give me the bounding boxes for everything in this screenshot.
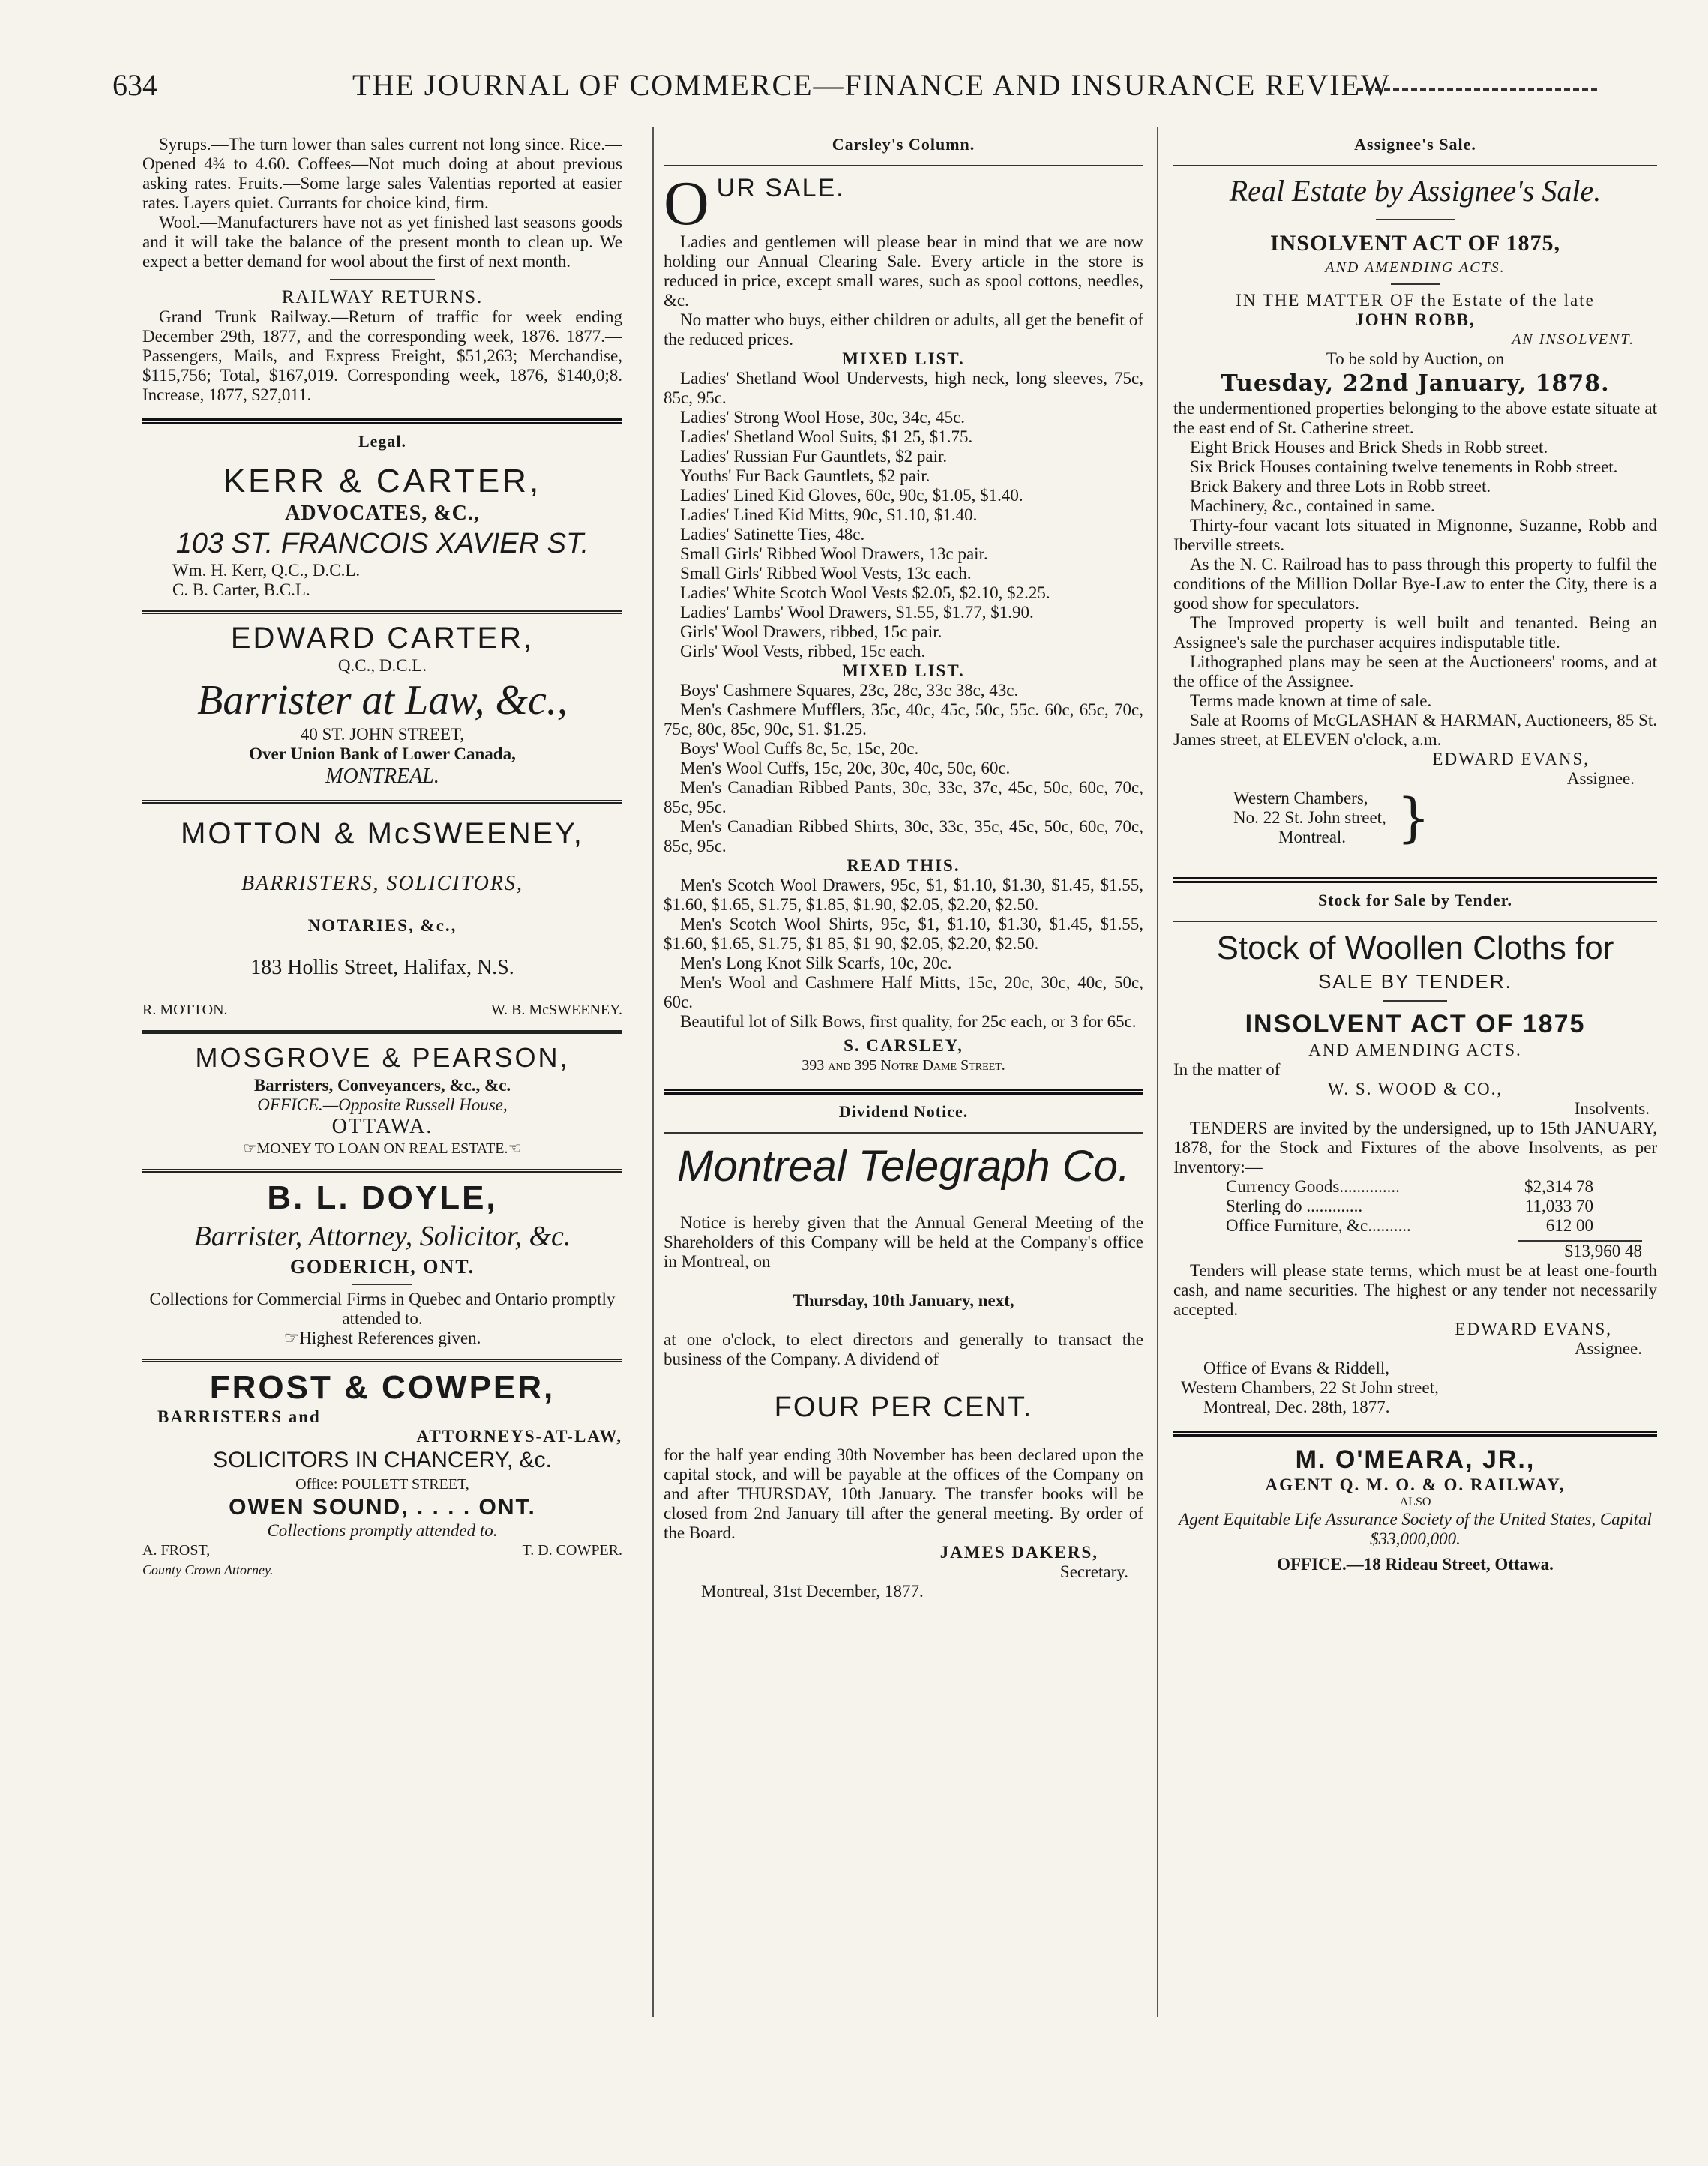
insolvent-act-2-sub: AND AMENDING ACTS. <box>1308 1041 1522 1059</box>
list-item: Ladies' Lined Kid Gloves, 60c, 90c, $1.05, $1.40. <box>680 486 1023 505</box>
motton-address: 183 Hollis Street, Halifax, N.S. <box>250 956 514 979</box>
omeara-name: M. O'MEARA, JR., <box>1295 1445 1536 1474</box>
stock-title: Stock of Woollen Cloths for <box>1216 930 1614 966</box>
doyle-collections: Collections for Commercial Firms in Quebec and Ontario promptly attended to. <box>149 1290 616 1328</box>
assignee-title: Real Estate by Assignee's Sale. <box>1229 174 1602 208</box>
inventory-row <box>1173 1216 1657 1236</box>
auction-notice: To be sold by Auction, on <box>1326 349 1505 368</box>
list-item: Men's Scotch Wool Drawers, 95c, $1, $1.10, $1.30, $1.45, $1.55, $1.60, $1.65, $1.75, $1.85, $1.90, $2.05, $2.20, $2.50. <box>664 876 1143 914</box>
divider <box>142 1359 622 1362</box>
assignee-heading: Assignee's Sale. <box>1354 135 1476 154</box>
office-2: Western Chambers, 22 St John street, <box>1181 1378 1439 1397</box>
list-item: Men's Wool Cuffs, 15c, 20c, 30c, 40c, 50c, 60c. <box>680 759 1011 777</box>
stock-heading: Stock for Sale by Tender. <box>1317 891 1513 909</box>
list-item: Ladies' Strong Wool Hose, 30c, 34c, 45c. <box>680 408 966 427</box>
omeara-agent: Agent Equitable Life Assurance Society of the United States, Capital $33,000,000. <box>1179 1510 1652 1548</box>
divider <box>330 279 435 280</box>
column-divider-2 <box>1157 127 1158 2017</box>
list-item: Beautiful lot of Silk Bows, first quality, for 25c each, or 3 for 65c. <box>680 1012 1137 1031</box>
wood-name: W. S. WOOD & CO., <box>1327 1080 1503 1098</box>
column-3 <box>1173 135 1657 2159</box>
stock-sub: SALE BY TENDER. <box>1318 970 1512 993</box>
drop-cap: O <box>664 172 709 232</box>
divider <box>352 1284 412 1285</box>
divider <box>142 418 622 424</box>
assignee-address-3: Montreal. <box>1278 828 1347 846</box>
assignee-role: Assignee. <box>1566 769 1635 788</box>
dividend-para-1: Notice is hereby given that the Annual General Meeting of the Shareholders of this Company will be held at the Company's office in Montreal, on <box>664 1213 1143 1271</box>
list-item: Ladies' Satinette Ties, 48c. <box>680 525 865 544</box>
matter-of: In the matter of <box>1173 1060 1281 1079</box>
header-rule <box>1357 88 1597 91</box>
frost-cowper-name: FROST & COWPER, <box>209 1369 556 1406</box>
mosgrove-city: OTTAWA. <box>331 1115 433 1138</box>
property-5: Machinery, &c., contained in same. <box>1190 496 1435 515</box>
assignee-address-2: No. 22 St. John street, <box>1233 808 1386 827</box>
dividend-para-2: at one o'clock, to elect directors and generally to transact the business of the Company. A dividend of <box>664 1330 1143 1368</box>
divider <box>664 1089 1143 1095</box>
edward-carter-name: EDWARD CARTER, <box>230 622 535 655</box>
doyle-city: GODERICH, ONT. <box>289 1256 475 1278</box>
estate-insolvent: AN INSOLVENT. <box>1512 331 1635 348</box>
divider <box>1173 1431 1657 1437</box>
list-item: Men's Long Knot Silk Scarfs, 10c, 20c. <box>680 954 952 972</box>
railway-text: Grand Trunk Railway.—Return of traffic for week ending December 29th, 1877, and the corresponding week, 1876. 1877.—Passengers, Mails, and Express Freight, $51,263; Merchandise, $115,756; Total, $167,019. Corresponding week, 1876, $140,0;8. Increase, 1877, $27,011. <box>142 307 622 404</box>
motton-partners <box>142 1000 622 1020</box>
inventory-table <box>1173 1177 1657 1236</box>
wood-insolvents: Insolvents. <box>1574 1099 1650 1118</box>
divider <box>142 1169 622 1173</box>
list-item: Men's Canadian Ribbed Pants, 30c, 33c, 37c, 45c, 50c, 60c, 70c, 85c, 95c. <box>664 778 1143 816</box>
divider <box>1173 877 1657 883</box>
property-3: Six Brick Houses containing twelve tenements in Robb street. <box>1190 457 1618 476</box>
frost-partner-2: T. D. COWPER. <box>522 1542 622 1559</box>
estate-name: JOHN ROBB, <box>1355 310 1476 329</box>
kerr-carter-name: KERR & CARTER, <box>223 463 542 499</box>
auction-date: Tuesday, 22nd January, 1878. <box>1221 370 1610 397</box>
mosgrove-money: ☞MONEY TO LOAN ON REAL ESTATE.☜ <box>243 1140 522 1157</box>
office-1: Office of Evans & Riddell, <box>1203 1359 1390 1377</box>
inventory-label: Sterling do ............. <box>1226 1197 1363 1215</box>
motton-partner-2: W. B. McSWEENEY. <box>491 1002 622 1018</box>
kerr-carter-sub: ADVOCATES, &C., <box>285 502 480 525</box>
inventory-row <box>1173 1197 1657 1216</box>
motton-partner-1: R. MOTTON. <box>142 1002 228 1018</box>
divider <box>664 165 1143 166</box>
mosgrove-office: OFFICE.—Opposite Russell House, <box>257 1095 508 1114</box>
kerr-carter-address: 103 ST. FRANCOIS XAVIER ST. <box>175 528 589 559</box>
frost-partner-role: County Crown Attorney. <box>142 1562 274 1577</box>
list-item: Ladies' Russian Fur Gauntlets, $2 pair. <box>680 447 948 466</box>
wood-signature: EDWARD EVANS, <box>1455 1320 1612 1338</box>
list-item: Girls' Wool Drawers, ribbed, 15c pair. <box>680 622 942 641</box>
list-item: Girls' Wool Vests, ribbed, 15c each. <box>680 642 926 661</box>
list-item: Ladies' Lined Kid Mitts, 90c, $1.10, $1.40. <box>680 505 978 524</box>
motton-name: MOTTON & McSWEENEY, <box>181 817 584 850</box>
list-item: Ladies' Shetland Wool Suits, $1 25, $1.75. <box>680 427 973 446</box>
property-7: As the N. C. Railroad has to pass through this property to fulfil the conditions of the Million Dollar Bye-Law to enter the City, there is a good show for speculators. <box>1173 555 1657 613</box>
doyle-name: B. L. DOYLE, <box>267 1179 498 1216</box>
frost-partner-1: A. FROST, <box>142 1542 211 1559</box>
list-item: Men's Cashmere Mufflers, 35c, 40c, 45c, 50c, 55c. 60c, 65c, 70c, 75c, 80c, 85c, 90c, $1. $1.25. <box>664 700 1143 738</box>
divider <box>142 610 622 614</box>
divider <box>1391 283 1440 285</box>
kerr-partner-1: Wm. H. Kerr, Q.C., D.C.L. <box>172 561 361 580</box>
frost-sub-3: SOLICITORS IN CHANCERY, &c. <box>213 1448 552 1472</box>
divider <box>664 1132 1143 1134</box>
assignee-signature: EDWARD EVANS, <box>1432 750 1590 768</box>
legal-heading: Legal. <box>358 432 407 451</box>
mixed-list-heading-1: MIXED LIST. <box>842 349 965 368</box>
property-2: Eight Brick Houses and Brick Sheds in Robb street. <box>1190 438 1548 457</box>
tenders-text: TENDERS are invited by the undersigned, up to 15th JANUARY, 1878, for the Stock and Fixtures of the above Insolvents, as per Inventory:— <box>1173 1119 1657 1176</box>
sale-intro-2: No matter who buys, either children or adults, all get the benefit of the reduced prices. <box>664 310 1143 349</box>
list-item: Ladies' Shetland Wool Undervests, high neck, long sleeves, 75c, 85c, 95c. <box>664 369 1143 407</box>
edward-carter-title: Barrister at Law, &c., <box>197 677 568 723</box>
list-item: Boys' Wool Cuffs 8c, 5c, 15c, 20c. <box>680 739 919 758</box>
inventory-total: $13,960 48 <box>1564 1242 1642 1260</box>
dividend-date: Thursday, 10th January, next, <box>793 1291 1014 1310</box>
page-header <box>112 67 1597 105</box>
omeara-also: ALSO <box>1399 1496 1431 1508</box>
carsley-sale-title <box>664 172 1143 232</box>
frost-partners <box>142 1541 622 1560</box>
omeara-office: OFFICE.—18 Rideau Street, Ottawa. <box>1277 1555 1554 1574</box>
property-8: The Improved property is well built and tenanted. Being an Assignee's sale the purchaser acquires indisputable title. <box>1173 613 1657 652</box>
frost-sub-2: ATTORNEYS-AT-LAW, <box>416 1427 622 1445</box>
list-item: Men's Scotch Wool Shirts, 95c, $1, $1.10, $1.30, $1.45, $1.55, $1.60, $1.65, $1.75, $1 85, $1 90, $2.05, $2.20, $2.50. <box>664 915 1143 953</box>
page-number: 634 <box>112 68 157 102</box>
column-1 <box>142 135 622 2159</box>
edward-carter-address: 40 ST. JOHN STREET, <box>300 725 465 744</box>
inventory-value: 612 00 <box>1545 1216 1593 1235</box>
column-divider-1 <box>652 127 654 2017</box>
column-2 <box>664 135 1143 2159</box>
edward-carter-degrees: Q.C., D.C.L. <box>337 656 427 675</box>
assignee-address <box>1173 789 1657 847</box>
motton-sub: BARRISTERS, SOLICITORS, <box>241 872 524 895</box>
divider <box>1376 219 1455 220</box>
doyle-references: ☞Highest References given. <box>283 1329 481 1347</box>
dividend-percent: FOUR PER CENT. <box>774 1392 1033 1423</box>
mixed-list-1 <box>664 369 1143 661</box>
insolvent-act-sub: AND AMENDING ACTS. <box>1325 259 1506 276</box>
property-11: Sale at Rooms of McGLASHAN & HARMAN, Auctioneers, 85 St. James street, at ELEVEN o'clock, a.m. <box>1173 711 1657 749</box>
brace-icon: } <box>1396 787 1431 849</box>
estate-matter: IN THE MATTER OF the Estate of the late <box>1236 291 1595 310</box>
property-10: Terms made known at time of sale. <box>1190 691 1432 710</box>
journal-title: THE JOURNAL OF COMMERCE—FINANCE AND INSURANCE REVIEW <box>352 68 1391 102</box>
mosgrove-name: MOSGROVE & PEARSON, <box>195 1042 570 1073</box>
inventory-label: Office Furniture, &c.......... <box>1226 1216 1411 1235</box>
carsley-address: 393 and 395 Notre Dame Street. <box>802 1057 1005 1074</box>
railway-heading: RAILWAY RETURNS. <box>281 287 484 307</box>
wood-assignee: Assignee. <box>1574 1339 1642 1358</box>
office-3: Montreal, Dec. 28th, 1877. <box>1203 1398 1390 1416</box>
property-4: Brick Bakery and three Lots in Robb street. <box>1190 477 1491 496</box>
property-6: Thirty-four vacant lots situated in Mignonne, Suzanne, Robb and Iberville streets. <box>1173 516 1657 554</box>
inventory-value: $2,314 78 <box>1524 1177 1593 1196</box>
carsley-heading: Carsley's Column. <box>832 135 975 154</box>
divider <box>142 1030 622 1034</box>
divider <box>1173 921 1657 922</box>
frost-collections: Collections promptly attended to. <box>267 1521 498 1540</box>
read-this-heading: READ THIS. <box>847 856 960 875</box>
list-item: Youths' Fur Back Gauntlets, $2 pair. <box>680 466 930 485</box>
mixed-list-2 <box>664 681 1143 856</box>
edward-carter-city: MONTREAL. <box>325 765 439 788</box>
sale-intro-1: Ladies and gentlemen will please bear in mind that we are now holding our Annual Clearing Sale. Every article in the store is reduced in price, except small wares, such as spool cottons, needles, &c. <box>664 232 1143 310</box>
omeara-sub: AGENT Q. M. O. & O. RAILWAY, <box>1265 1475 1566 1494</box>
list-item: Ladies' Lambs' Wool Drawers, $1.55, $1.77, $1.90. <box>680 603 1034 622</box>
dividend-heading: Dividend Notice. <box>838 1102 969 1121</box>
read-this-list <box>664 876 1143 1032</box>
dividend-place: Montreal, 31st December, 1877. <box>701 1582 924 1601</box>
mixed-list-heading-2: MIXED LIST. <box>842 661 965 680</box>
sale-title: UR SALE. <box>716 174 845 202</box>
syrups-paragraph: Syrups.—The turn lower than sales current not long since. Rice.—Opened 4¾ to 4.60. Coffees—Not much doing at about previous asking rates. Fruits.—Some large sales Valentias reported at easier rates. Layers quiet. Currants for choice kind, firm. <box>142 135 622 212</box>
property-1: the undermentioned properties belonging to the above estate situate at the east end of St. Catherine street. <box>1173 399 1657 437</box>
list-item: Small Girls' Ribbed Wool Vests, 13c each. <box>680 564 972 583</box>
insolvent-act-2: INSOLVENT ACT OF 1875 <box>1245 1010 1586 1038</box>
inventory-row <box>1173 1177 1657 1197</box>
dividend-title: Montreal Telegraph Co. <box>677 1142 1130 1191</box>
doyle-title: Barrister, Attorney, Solicitor, &c. <box>193 1221 571 1252</box>
list-item: Men's Canadian Ribbed Shirts, 30c, 33c, 35c, 45c, 50c, 60c, 70c, 85c, 95c. <box>664 817 1143 855</box>
insolvent-act: INSOLVENT ACT OF 1875, <box>1269 231 1561 256</box>
frost-office: Office: POULETT STREET, <box>295 1476 469 1493</box>
motton-notaries: NOTARIES, &c., <box>307 916 457 935</box>
frost-sub-1: BARRISTERS and <box>157 1407 321 1426</box>
kerr-partner-2: C. B. Carter, B.C.L. <box>172 580 310 599</box>
inventory-label: Currency Goods.............. <box>1226 1177 1400 1196</box>
list-item: Boys' Cashmere Squares, 23c, 28c, 33c 38c, 43c. <box>680 681 1019 700</box>
dividend-secretary: Secretary. <box>1059 1562 1128 1581</box>
list-item: Small Girls' Ribbed Wool Drawers, 13c pair. <box>680 544 988 563</box>
frost-city: OWEN SOUND, . . . . ONT. <box>229 1495 536 1520</box>
edward-carter-bank: Over Union Bank of Lower Canada, <box>249 744 516 763</box>
divider <box>142 800 622 804</box>
divider <box>1173 165 1657 166</box>
assignee-address-1: Western Chambers, <box>1233 789 1368 807</box>
dividend-signature: JAMES DAKERS, <box>939 1543 1098 1562</box>
inventory-value: 11,033 70 <box>1524 1197 1593 1215</box>
list-item: Ladies' White Scotch Wool Vests $2.05, $2.10, $2.25. <box>680 583 1050 602</box>
carsley-signature: S. CARSLEY, <box>844 1036 963 1055</box>
mosgrove-sub: Barristers, Conveyancers, &c., &c. <box>253 1076 511 1095</box>
tender-terms: Tenders will please state terms, which must be at least one-fourth cash, and name securities. The highest or any tender not necessarily accepted. <box>1173 1261 1657 1319</box>
list-item: Men's Wool and Cashmere Half Mitts, 15c, 20c, 30c, 40c, 50c, 60c. <box>664 973 1143 1011</box>
dividend-para-3: for the half year ending 30th November has been declared upon the capital stock, and will be payable at the offices of the Company on and after THURSDAY, 10th January. The transfer books will be closed from 2nd January till after the general meeting. By order of the Board. <box>664 1445 1143 1542</box>
divider <box>1383 1000 1447 1002</box>
property-9: Lithographed plans may be seen at the Auctioneers' rooms, and at the office of the Assignee. <box>1173 652 1657 691</box>
wool-paragraph: Wool.—Manufacturers have not as yet finished last seasons goods and it will take the balance of the present month to clean up. We expect a better demand for wool about the first of next month. <box>142 213 622 271</box>
